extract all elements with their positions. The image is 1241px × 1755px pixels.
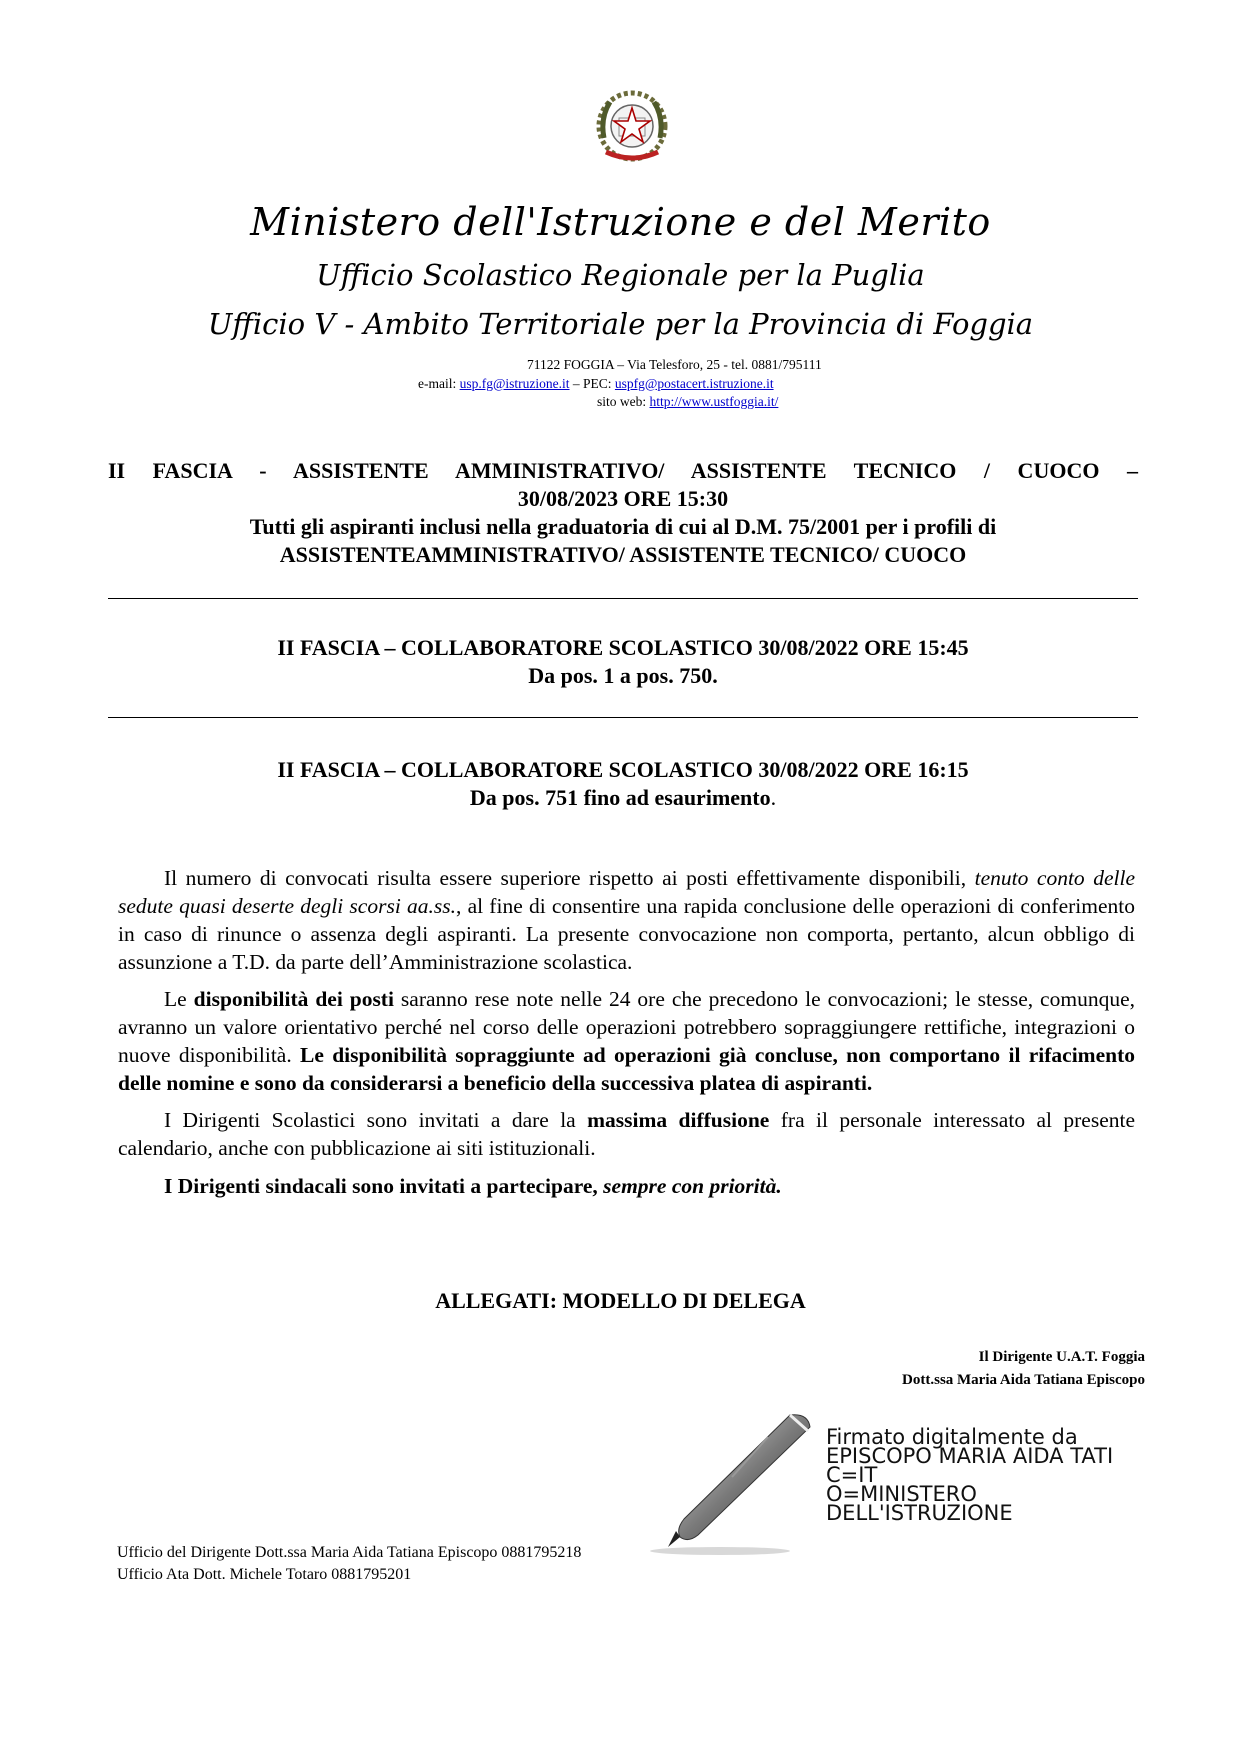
divider [108, 717, 1138, 718]
section3-title: II FASCIA – COLLABORATORE SCOLASTICO 30/08/2022 ORE 16:15 [277, 757, 969, 782]
section-collaboratore-1 [108, 634, 1138, 690]
republic-emblem-icon [592, 88, 672, 170]
p1-italic: tenuto conto delle sedute quasi deserte degli scorsi aa.ss. [118, 866, 1135, 918]
digsig-line2: EPISCOPO MARIA AIDA TATI [826, 1444, 1114, 1468]
website-line [597, 394, 778, 410]
office-address: 71122 FOGGIA – Via Telesforo, 25 - tel. 0881/795111 [527, 357, 822, 372]
section2-range: Da pos. 1 a pos. 750. [528, 663, 718, 688]
section1-title: II FASCIA - ASSISTENTE AMMINISTRATIVO/ ASSISTENTE TECNICO / CUOCO – [108, 458, 1138, 483]
paragraph-disponibilita [118, 985, 1135, 1097]
section1-desc: Tutti gli aspiranti inclusi nella graduatoria di cui al D.M. 75/2001 per i profili di [249, 514, 997, 539]
divider [108, 598, 1138, 599]
paragraph-convocati [118, 864, 1135, 976]
email-link[interactable]: usp.fg@istruzione.it [459, 376, 570, 391]
section2-title: II FASCIA – COLLABORATORE SCOLASTICO 30/08/2022 ORE 15:45 [277, 635, 969, 660]
p3-text-end: fra il personale interessato al presente calendario, anche con pubblicazione ai siti istituzionali. [118, 1108, 1136, 1160]
signatory-role: Il Dirigente U.A.T. Foggia [978, 1349, 1145, 1365]
digsig-line1: Firmato digitalmente da [826, 1425, 1078, 1449]
p1-text-end: , al fine di consentire una rapida conclusione delle operazioni di conferimento in caso di rinunce o assenza degli aspiranti. La presente convocazione non comporta, pertanto, alcun obbligo di assunzione a T.D. da parte dell’Amministrazione scolastica. [118, 894, 1136, 974]
pec-link[interactable]: uspfg@postacert.istruzione.it [614, 376, 774, 391]
paragraph-dirigenti-scolastici [118, 1106, 1135, 1162]
pen-icon [640, 1407, 820, 1557]
local-office-title: Ufficio V - Ambito Territoriale per la Provincia di Foggia [207, 307, 1034, 341]
attachments-heading: ALLEGATI: MODELLO DI DELEGA [435, 1288, 806, 1313]
footer-dirigente-contact: Ufficio del Dirigente Dott.ssa Maria Aida Tatiana Episcopo 0881795218 [117, 1544, 582, 1561]
email-label: e-mail: [418, 376, 460, 391]
footer-ata-contact: Ufficio Ata Dott. Michele Totaro 0881795201 [117, 1566, 412, 1583]
p4-bold: I Dirigenti sindacali sono invitati a partecipare, [164, 1174, 604, 1198]
digsig-line3: C=IT [826, 1463, 878, 1487]
p3-bold: massima diffusione [587, 1108, 770, 1132]
section-assistenti [108, 457, 1138, 569]
digital-signature-stamp [826, 1425, 1114, 1525]
website-link[interactable]: http://www.ustfoggia.it/ [649, 394, 779, 409]
section-collaboratore-2 [108, 756, 1138, 812]
signatory-name: Dott.ssa Maria Aida Tatiana Episcopo [902, 1372, 1145, 1388]
ministry-title: Ministero dell'Istruzione e del Merito [250, 200, 991, 244]
p2-bold: disponibilità dei posti [193, 987, 394, 1011]
paragraph-dirigenti-sindacali [118, 1172, 1135, 1200]
section1-profiles: ASSISTENTEAMMINISTRATIVO/ ASSISTENTE TECNICO/ CUOCO [279, 542, 967, 567]
p4-bold-italic: sempre con priorità. [603, 1174, 782, 1198]
digsig-line5: DELL'ISTRUZIONE [826, 1501, 1013, 1525]
section3-range [108, 784, 1138, 812]
section3-range-end: . [770, 785, 777, 810]
section1-datetime: 30/08/2023 ORE 15:30 [517, 486, 729, 511]
p1-text: Il numero di convocati risulta essere superiore rispetto ai posti effettivamente disponibili, [164, 866, 975, 890]
contact-line [418, 376, 774, 392]
section3-range-text: Da pos. 751 fino ad esaurimento [469, 785, 771, 810]
p2-bold-end: Le disponibilità sopraggiunte ad operazioni già concluse, non comportano il rifacimento delle nomine e sono da considerarsi a beneficio della successiva platea di aspiranti. [118, 1043, 1135, 1095]
web-label: sito web: [597, 394, 650, 409]
regional-office-title: Ufficio Scolastico Regionale per la Puglia [316, 258, 925, 292]
pec-label: – PEC: [569, 376, 615, 391]
p2-text-mid: saranno rese note nelle 24 ore che precedono le convocazioni; le stesse, comunque, avranno un valore orientativo perché nel corso delle operazioni potrebbero sopraggiungere rettifiche, integrazioni o nuove disponibilità. [118, 987, 1135, 1067]
p2-text: Le [164, 987, 194, 1011]
body-text [118, 864, 1135, 1209]
p3-text: I Dirigenti Scolastici sono invitati a dare la [164, 1108, 588, 1132]
digsig-line4: O=MINISTERO [826, 1482, 977, 1506]
